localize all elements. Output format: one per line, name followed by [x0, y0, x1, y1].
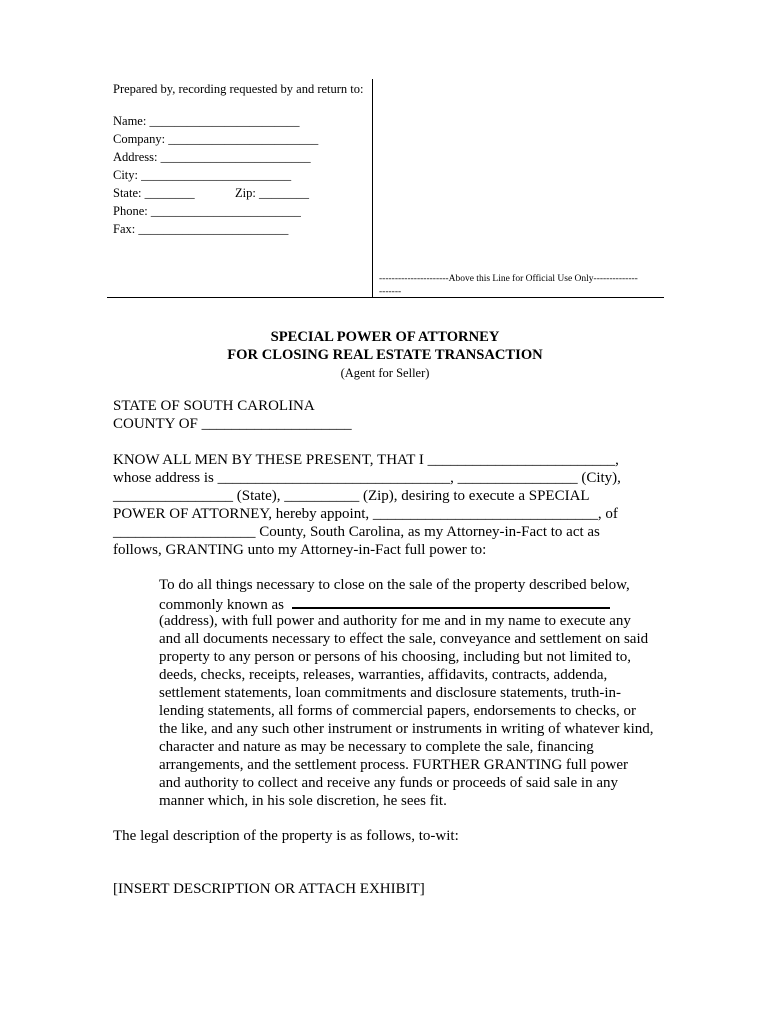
powers-line-13: manner which, in his sole discretion, he sees fit.	[159, 793, 447, 809]
powers-line-2	[159, 595, 610, 614]
fax-field[interactable]: Fax: ________________________	[113, 222, 289, 236]
know-all-line-2: whose address is _______________________________, ________________ (City),	[113, 470, 621, 486]
legal-description-label: The legal description of the property is as follows, to-wit:	[113, 828, 459, 844]
official-use-label-cont: -------	[379, 287, 402, 297]
powers-line-10: character and nature as may be necessary to complete the sale, financing	[159, 739, 594, 755]
header-divider-vertical	[372, 79, 373, 298]
name-field[interactable]: Name: ________________________	[113, 114, 300, 128]
insert-description-placeholder: [INSERT DESCRIPTION OR ATTACH EXHIBIT]	[113, 881, 425, 897]
city-field[interactable]: City: ________________________	[113, 168, 292, 182]
document-subtitle: (Agent for Seller)	[340, 366, 430, 380]
company-field[interactable]: Company: ________________________	[113, 132, 319, 146]
know-all-line-3: ________________ (State), __________ (Zip), desiring to execute a SPECIAL	[113, 488, 590, 504]
prepared-by-label: Prepared by, recording requested by and return to:	[113, 82, 364, 96]
powers-line-12: and authority to collect and receive any funds or proceeds of said sale in any	[159, 775, 619, 791]
powers-line-4: and all documents necessary to effect the sale, conveyance and settlement on said	[159, 631, 649, 647]
phone-field[interactable]: Phone: ________________________	[113, 204, 301, 218]
know-all-line-6: follows, GRANTING unto my Attorney-in-Fact full power to:	[113, 542, 487, 558]
document-title: SPECIAL POWER OF ATTORNEY	[270, 329, 500, 345]
powers-line-6: deeds, checks, receipts, releases, warranties, affidavits, contracts, addenda,	[159, 667, 608, 683]
official-use-label: ----------------------Above this Line for Official Use Only--------------	[379, 274, 638, 284]
property-address-blank[interactable]	[292, 595, 610, 609]
document-title-line2: FOR CLOSING REAL ESTATE TRANSACTION	[227, 347, 543, 363]
know-all-line-1: KNOW ALL MEN BY THESE PRESENT, THAT I _________________________,	[113, 452, 619, 468]
state-field[interactable]: State: ________	[113, 186, 195, 200]
commonly-known-as-label: commonly known as	[159, 597, 284, 613]
powers-line-9: the like, and any such other instrument or instruments in writing of whatever kind,	[159, 721, 654, 737]
know-all-line-4: POWER OF ATTORNEY, hereby appoint, ______________________________, of	[113, 506, 618, 522]
county-field[interactable]: COUNTY OF ____________________	[113, 416, 352, 432]
header-divider-horizontal	[107, 297, 664, 298]
state-heading: STATE OF SOUTH CAROLINA	[113, 398, 315, 414]
zip-field[interactable]: Zip: ________	[235, 186, 309, 200]
powers-line-7: settlement statements, loan commitments and disclosure statements, truth-in-	[159, 685, 621, 701]
powers-line-8: lending statements, all forms of commercial papers, endorsements to checks, or	[159, 703, 636, 719]
powers-line-5: property to any person or persons of his choosing, including but not limited to,	[159, 649, 632, 665]
powers-line-1: To do all things necessary to close on the sale of the property described below,	[159, 577, 630, 593]
address-field[interactable]: Address: ________________________	[113, 150, 311, 164]
powers-line-3: (address), with full power and authority for me and in my name to execute any	[159, 613, 631, 629]
know-all-line-5: ___________________ County, South Carolina, as my Attorney-in-Fact to act as	[113, 524, 600, 540]
powers-line-11: arrangements, and the settlement process. FURTHER GRANTING full power	[159, 757, 628, 773]
